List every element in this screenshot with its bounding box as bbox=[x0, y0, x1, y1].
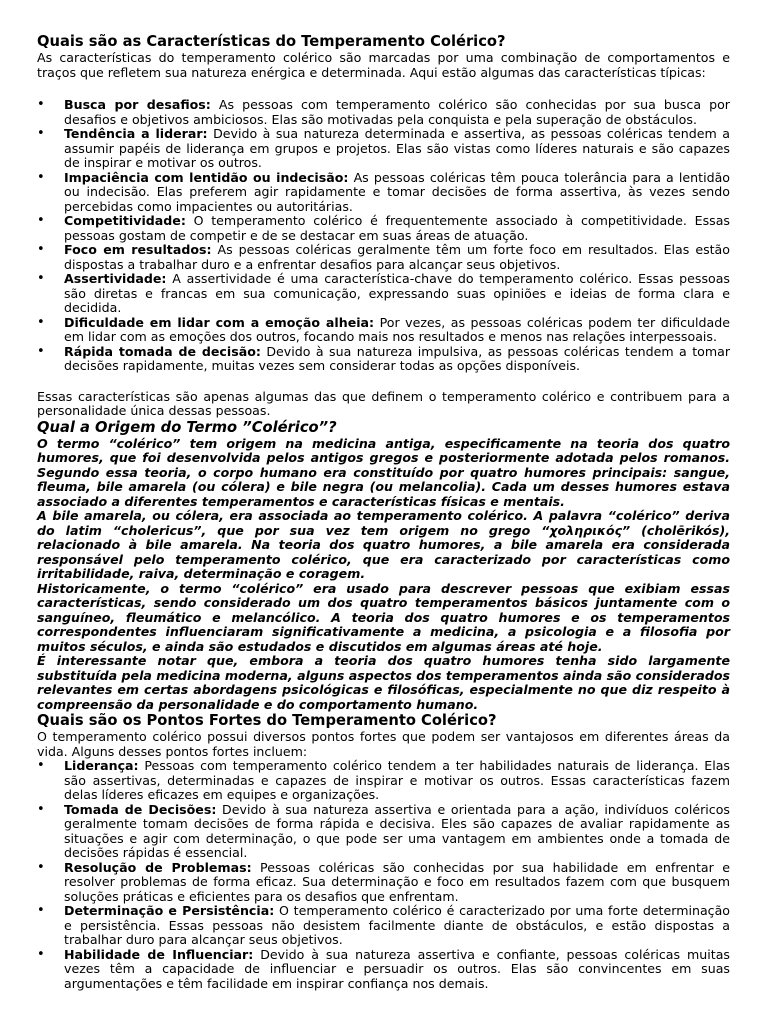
list-item-text: As pessoas coléricas geralmente têm um forte foco em resultados. Elas estão dispostas a trabalhar duro e a enfrentar desafios para alcançar seus objetivos. bbox=[64, 242, 730, 272]
list-item-text: Por vezes, as pessoas coléricas podem ter dificuldade em lidar com as emoções dos outros, focando mais nos resultados e menos nas relações interpessoais. bbox=[64, 314, 730, 344]
strengths-list bbox=[37, 759, 730, 991]
list-item-term: Liderança: bbox=[64, 758, 139, 773]
list-item bbox=[37, 214, 730, 243]
origin-paragraph: Historicamente, o termo “colérico” era usado para descrever pessoas que exibiam essas características, sendo considerado um dos quatro temperamentos básicos juntamente com o sanguíneo, fleumático e melancólico. A teoria dos quatro humores e os temperamentos correspondentes influenciaram significativamente a medicina, a psicologia e a filosofia por muitos séculos, e ainda são estudados e discutidos em algumas áreas até hoje. bbox=[37, 580, 730, 654]
list-item-text: A assertividade é uma característica-chave do temperamento colérico. Essas pessoas são diretas e francas em sua comunicação, expressando suas opiniões e ideias de forma clara e decidida. bbox=[64, 271, 730, 315]
list-item-text: Pessoas com temperamento colérico tendem a ter habilidades naturais de liderança. Elas são assertivas, determinadas e capazes de inspirar e motivar os outros. Essas características fazem delas líderes eficazes em equipes e organizações. bbox=[64, 758, 730, 802]
list-item bbox=[37, 759, 730, 803]
list-item bbox=[37, 316, 730, 345]
list-item-term: Competitividade: bbox=[64, 213, 186, 228]
list-item bbox=[37, 98, 730, 127]
list-item-term: Dificuldade em lidar com a emoção alheia: bbox=[64, 314, 375, 330]
list-item bbox=[37, 948, 730, 992]
section-closing: Essas características são apenas algumas das que definem o temperamento colérico e contribuem para a personalidade única dessas pessoas. bbox=[37, 388, 730, 418]
list-item-term: Determinação e Persistência: bbox=[64, 903, 275, 918]
list-item-term: Tomada de Decisões: bbox=[64, 801, 217, 817]
list-item bbox=[37, 171, 730, 215]
list-item-text: Devido à sua natureza determinada e assertiva, as pessoas coléricas tendem a assumir papéis de liderança em grupos e projetos. Elas são vistas como líderes naturais e são capazes de inspirar e motivar os outros. bbox=[64, 126, 730, 170]
list-item-term: Resolução de Problemas: bbox=[64, 859, 252, 875]
section-intro: As características do temperamento colérico são marcadas por uma combinação de comportamentos e traços que refletem sua natureza enérgica e determinada. Aqui estão algumas das características típicas: bbox=[37, 50, 730, 80]
list-item-term: Foco em resultados: bbox=[64, 242, 212, 257]
list-item bbox=[37, 345, 730, 374]
origin-paragraph: A bile amarela, ou cólera, era associada ao temperamento colérico. A palavra “colérico” deriva do latim “cholericus”, que por sua vez tem origem no grego “χοληρικός” (cholērikós), relacionado à bile amarela. Na teoria dos quatro humores, a bile amarela era considerada responsável pelo temperamento colérico, que era caracterizado por características como irritabilidade, raiva, determinação e coragem. bbox=[37, 508, 730, 581]
list-item-text: As pessoas com temperamento colérico são conhecidas por sua busca por desafios e objetivos ambiciosos. Elas são motivadas pela conquista e pela superação de obstáculos. bbox=[64, 97, 730, 127]
spacer bbox=[37, 374, 730, 390]
section-title-characteristics: Quais são as Características do Temperamento Colérico? bbox=[37, 33, 506, 50]
section-intro: O temperamento colérico possui diversos pontos fortes que podem ser vantajosos em diferentes áreas da vida. Alguns desses pontos fortes incluem: bbox=[37, 729, 730, 759]
list-item-term: Habilidade de Influenciar: bbox=[64, 946, 254, 962]
spacer bbox=[37, 80, 730, 98]
list-item-text: Devido à sua natureza impulsiva, as pessoas coléricas tendem a tomar decisões rapidamente, muitas vezes sem considerar todas as opções disponíveis. bbox=[64, 343, 731, 373]
list-item bbox=[37, 904, 730, 948]
list-item-term: Tendência a liderar: bbox=[64, 126, 208, 141]
list-item bbox=[37, 243, 730, 272]
list-item-term: Busca por desafios: bbox=[64, 97, 211, 112]
list-item-text: O temperamento colérico é frequentemente associado à competitividade. Essas pessoas gostam de competir e de se destacar em suas áreas de atuação. bbox=[64, 213, 730, 243]
list-item-text: Devido à sua natureza assertiva e orientada para a ação, indivíduos coléricos geralmente tomam decisões de forma rápida e decisiva. Eles são capazes de avaliar rapidamente as situações e agir com determinação, o que pode ser uma vantagem em ambientes onde a tomada de decisões rápidas é essencial. bbox=[64, 801, 730, 860]
list-item bbox=[37, 861, 730, 905]
list-item-term: Rápida tomada de decisão: bbox=[64, 343, 261, 359]
list-item-term: Impaciência com lentidão ou indecisão: bbox=[64, 169, 349, 185]
characteristics-list bbox=[37, 98, 730, 374]
list-item bbox=[37, 127, 730, 171]
list-item bbox=[37, 272, 730, 316]
section-title-origin: Qual a Origem do Termo ”Colérico”? bbox=[37, 418, 337, 436]
section-title-strengths: Quais são os Pontos Fortes do Temperamento Colérico? bbox=[37, 712, 497, 729]
list-item bbox=[37, 803, 730, 861]
origin-paragraph: O termo “colérico” tem origem na medicina antiga, especificamente na teoria dos quatro humores, que foi desenvolvida pelos antigos gregos e posteriormente adotada pelos romanos. Segundo essa teoria, o corpo humano era constituído por quatro humores principais: sangue, fleuma, bile amarela (ou cólera) e bile negra (ou melancolia). Cada um desses humores estava associado a diferentes temperamentos e características físicas e mentais. bbox=[37, 435, 730, 509]
list-item-text: O temperamento colérico é caracterizado por uma forte determinação e persistência. Essas pessoas não desistem facilmente diante de obstáculos, e estão dispostas a trabalhar duro para alcançar seus objetivos. bbox=[64, 903, 731, 947]
origin-paragraph: É interessante notar que, embora a teoria dos quatro humores tenha sido largamente substituída pela medicina moderna, alguns aspectos dos temperamentos ainda são considerados relevantes em certas abordagens psicológicas e filosóficas, especialmente no que diz respeito à compreensão da personalidade e do comportamento humano. bbox=[37, 653, 730, 712]
list-item-text: As pessoas coléricas têm pouca tolerância para a lentidão ou indecisão. Elas preferem agir rapidamente e tomar decisões de forma assertiva, às vezes sendo percebidas como impacientes ou autoritárias. bbox=[64, 169, 730, 214]
list-item-text: Pessoas coléricas são conhecidas por sua habilidade em enfrentar e resolver problemas de forma eficaz. Sua determinação e foco em resultados fazem com que busquem soluções práticas e eficientes para os desafios que enfrentam. bbox=[64, 859, 730, 904]
list-item-text: Devido à sua natureza assertiva e confiante, pessoas coléricas muitas vezes têm a capacidade de influenciar e persuadir os outros. Elas são convincentes em suas argumentações e têm facilidade em inspirar confiança nos demais. bbox=[64, 946, 730, 991]
list-item-term: Assertividade: bbox=[64, 271, 167, 286]
